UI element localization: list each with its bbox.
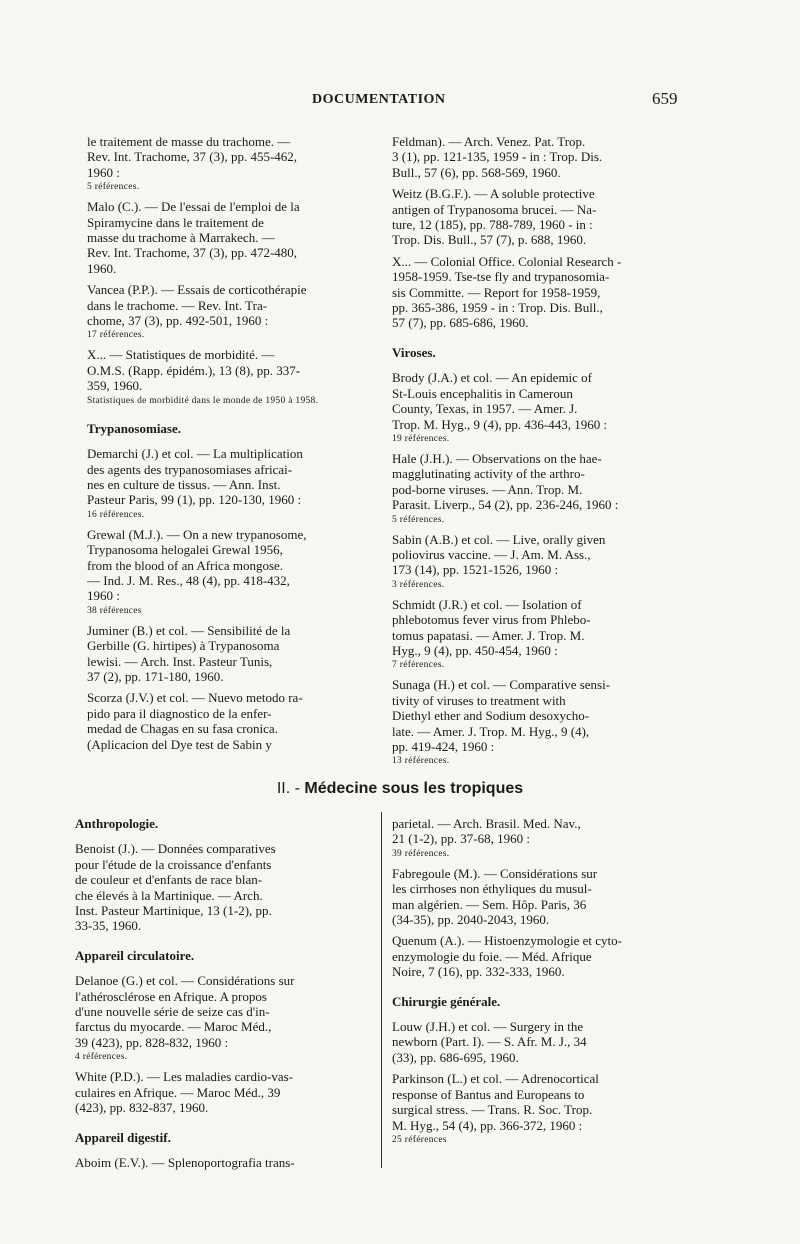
entry-line: County, Texas, in 1957. — Amer. J. <box>392 401 578 417</box>
part-title <box>0 780 800 798</box>
bibliography-entry <box>87 527 365 617</box>
entry-line: Feldman). — Arch. Venez. Pat. Trop. <box>392 134 586 149</box>
entry-line: Aboim (E.V.). — Splenoportografia trans- <box>75 1154 295 1170</box>
entry-line: from the blood of an Africa mongose. <box>87 557 284 573</box>
entry-line: dans le trachome. — Rev. Int. Tra- <box>87 297 268 313</box>
entry-line: antigen of Trypanosoma brucei. — Na- <box>392 201 597 217</box>
entry-line: Sunaga (H.) et col. — Comparative sensi- <box>392 677 611 693</box>
entry-line: phlebotomus fever virus from Phlebo- <box>392 612 591 628</box>
column-top-right <box>392 134 686 773</box>
column-divider <box>381 812 382 1168</box>
entry-line: (33), pp. 686-695, 1960. <box>392 1049 519 1065</box>
bibliography-entry <box>75 841 369 933</box>
entry-line: X... — Colonial Office. Colonial Research - <box>392 253 622 269</box>
entry-line: Rev. Int. Trachome, 37 (3), pp. 472-480, <box>87 245 298 261</box>
entry-line: newborn (Part. I). — S. Afr. M. J., 34 <box>392 1034 587 1050</box>
reference-count: 38 références <box>87 605 142 616</box>
entry-line: — Ind. J. M. Res., 48 (4), pp. 418-432, <box>87 572 290 588</box>
entry-line: pour l'étude de la croissance d'enfants <box>75 856 272 872</box>
entry-line: Inst. Pasteur Martinique, 13 (1-2), pp. <box>75 903 272 919</box>
entry-line: 33-35, 1960. <box>75 918 142 934</box>
entry-line: magglutinating activity of the arthro- <box>392 466 585 482</box>
bibliography-entry <box>392 933 686 979</box>
bibliography-entry <box>75 1069 369 1115</box>
entry-line: Spiramycine dans le traitement de <box>87 214 264 230</box>
reference-count: 17 références. <box>87 330 145 341</box>
entry-line: response of Bantus and Europeans to <box>392 1086 585 1102</box>
reference-count: 5 références. <box>392 514 445 525</box>
entry-line: pp. 419-424, 1960 : <box>392 739 495 754</box>
bibliography-entry <box>392 1071 686 1146</box>
entry-line: d'une nouvelle série de seize cas d'in- <box>75 1004 270 1020</box>
entry-line: 21 (1-2), pp. 37-68, 1960 : <box>392 831 530 847</box>
entry-line: Demarchi (J.) et col. — La multiplication <box>87 446 303 462</box>
entry-line: (423), pp. 832-837, 1960. <box>75 1100 209 1116</box>
section-heading: Viroses. <box>392 344 436 360</box>
entry-line: O.M.S. (Rapp. épidém.), 13 (8), pp. 337- <box>87 362 301 378</box>
bibliography-entry <box>392 186 686 248</box>
bibliography-entry <box>392 816 686 860</box>
entry-line: St-Louis encephalitis in Cameroun <box>392 385 573 401</box>
bibliography-entry <box>87 446 365 521</box>
entry-line: poliovirus vaccine. — J. Am. M. Ass., <box>392 546 591 562</box>
entry-line: Juminer (B.) et col. — Sensibilité de la <box>87 622 291 638</box>
entry-line: farctus du myocarde. — Maroc Méd., <box>75 1019 272 1035</box>
entry-line: les cirrhoses non éthyliques du musul- <box>392 881 592 897</box>
entry-line: Trypanosoma helogalei Grewal 1956, <box>87 542 283 558</box>
entry-line: Pasteur Paris, 99 (1), pp. 120-130, 1960 : <box>87 492 302 508</box>
entry-line: sis Committe. — Report for 1958-1959, <box>392 284 601 300</box>
entry-line: Schmidt (J.R.) et col. — Isolation of <box>392 596 582 612</box>
entry-line: Hyg., 9 (4), pp. 450-454, 1960 : <box>392 642 558 658</box>
part-title-text: Médecine sous les tropiques <box>304 780 524 797</box>
bibliography-entry <box>87 623 365 685</box>
section-heading: Appareil digestif. <box>75 1129 171 1145</box>
entry-line: Quenum (A.). — Histoenzymologie et cyto- <box>392 933 622 949</box>
entry-line: pido para il diagnostico de la enfer- <box>87 705 272 721</box>
entry-line: (34-35), pp. 2040-2043, 1960. <box>392 912 550 928</box>
running-head-title: DOCUMENTATION <box>312 92 446 107</box>
reference-count: 3 références. <box>392 579 445 590</box>
section-heading: Appareil circulatoire. <box>75 947 195 963</box>
entry-line: late. — Amer. J. Trop. M. Hyg., 9 (4), <box>392 723 590 739</box>
entry-line: (Aplicacion del Dye test de Sabin y <box>87 736 272 752</box>
entry-line: Delanoe (G.) et col. — Considérations sur <box>75 973 295 989</box>
entry-line: culaires en Afrique. — Maroc Méd., 39 <box>75 1084 281 1100</box>
entry-line: Bull., 57 (6), pp. 568-569, 1960. <box>392 164 561 180</box>
entry-line: Parasit. Liverp., 54 (2), pp. 236-246, 1960 : <box>392 497 619 513</box>
entry-line: des agents des trypanosomiases africai- <box>87 461 293 477</box>
reference-count: 7 références. <box>392 660 445 671</box>
bibliography-entry <box>87 282 365 341</box>
entry-line: masse du trachome à Marrakech. — <box>87 230 275 246</box>
entry-line: nes en culture de tissus. — Ann. Inst. <box>87 476 281 492</box>
entry-line: 1958-1959. Tse-tse fly and trypanosomia- <box>392 269 610 285</box>
entry-line: le traitement de masse du trachome. — <box>87 134 291 149</box>
column-bottom-right <box>392 816 686 1152</box>
entry-line: Scorza (J.V.) et col. — Nuevo metodo ra- <box>87 690 303 706</box>
column-bottom-left <box>75 816 369 1176</box>
entry-line: M. Hyg., 54 (4), pp. 366-372, 1960 : <box>392 1117 583 1133</box>
entry-line: X... — Statistiques de morbidité. — <box>87 347 275 363</box>
part-number: II. - <box>276 780 300 797</box>
reference-count: 5 références. <box>87 182 140 193</box>
bibliography-entry <box>87 134 365 193</box>
bibliography-entry <box>75 1155 369 1170</box>
bibliography-entry <box>392 677 686 767</box>
section-heading: Chirurgie générale. <box>392 993 501 1009</box>
reference-count: 13 références. <box>392 756 450 767</box>
entry-line: White (P.D.). — Les maladies cardio-vas- <box>75 1069 294 1085</box>
entry-line: enzymologie du foie. — Méd. Afrique <box>392 948 592 964</box>
bibliography-entry <box>87 690 365 752</box>
entry-line: Sabin (A.B.) et col. — Live, orally given <box>392 531 606 547</box>
entry-line: 359, 1960. <box>87 378 143 394</box>
entry-line: Grewal (M.J.). — On a new trypanosome, <box>87 526 307 542</box>
reference-count: Statistiques de morbidité dans le monde de 1950 à 1958. <box>87 395 319 406</box>
entry-line: Trop. M. Hyg., 9 (4), pp. 436-443, 1960 : <box>392 416 608 432</box>
entry-line: che élevés à la Martinique. — Arch. <box>75 887 263 903</box>
reference-count: 39 références. <box>392 848 450 859</box>
entry-line: 39 (423), pp. 828-832, 1960 : <box>75 1034 229 1050</box>
entry-line: 1960 : <box>87 164 120 180</box>
bibliography-entry <box>392 370 686 445</box>
bibliography-entry <box>392 1019 686 1065</box>
reference-count: 16 références. <box>87 509 145 520</box>
entry-line: 57 (7), pp. 685-686, 1960. <box>392 315 529 331</box>
entry-line: l'athérosclérose en Afrique. A propos <box>75 988 267 1004</box>
entry-line: 1960. <box>87 260 117 276</box>
entry-line: 1960 : <box>87 588 120 604</box>
section-heading: Trypanosomiase. <box>87 420 182 436</box>
reference-count: 19 références. <box>392 433 450 444</box>
entry-line: 173 (14), pp. 1521-1526, 1960 : <box>392 562 559 578</box>
bibliography-entry <box>87 199 365 276</box>
bibliography-entry <box>392 451 686 526</box>
bibliography-entry <box>75 973 369 1063</box>
entry-line: Malo (C.). — De l'essai de l'emploi de la <box>87 199 300 215</box>
entry-line: pod-borne viruses. — Ann. Trop. M. <box>392 481 583 497</box>
entry-line: tomus papatasi. — Amer. J. Trop. M. <box>392 627 585 643</box>
entry-line: Rev. Int. Trachome, 37 (3), pp. 455-462, <box>87 149 298 165</box>
page-number: 659 <box>652 89 678 108</box>
entry-line: 3 (1), pp. 121-135, 1959 - in : Trop. Dis. <box>392 149 603 165</box>
entry-line: ture, 12 (185), pp. 788-789, 1960 - in : <box>392 217 593 233</box>
bibliography-entry <box>392 254 686 331</box>
bibliography-entry <box>392 866 686 928</box>
entry-line: medad de Chagas en su fasa cronica. <box>87 721 278 737</box>
bibliography-entry <box>392 134 686 180</box>
entry-line: lewisi. — Arch. Inst. Pasteur Tunis, <box>87 653 273 669</box>
bibliography-entry <box>87 347 365 406</box>
reference-count: 4 références. <box>75 1052 128 1063</box>
entry-line: Parkinson (L.) et col. — Adrenocortical <box>392 1071 599 1087</box>
entry-line: Brody (J.A.) et col. — An epidemic of <box>392 370 593 386</box>
entry-line: pp. 365-386, 1959 - in : Trop. Dis. Bull., <box>392 300 603 316</box>
entry-line: chome, 37 (3), pp. 492-501, 1960 : <box>87 313 269 329</box>
entry-line: Gerbille (G. hirtipes) à Trypanosoma <box>87 638 280 654</box>
entry-line: Noire, 7 (16), pp. 332-333, 1960. <box>392 964 565 980</box>
bibliography-entry <box>392 597 686 672</box>
reference-count: 25 références <box>392 1134 447 1145</box>
entry-line: Trop. Dis. Bull., 57 (7), p. 688, 1960. <box>392 232 587 248</box>
entry-line: man algérien. — Sem. Hôp. Paris, 36 <box>392 896 587 912</box>
entry-line: 37 (2), pp. 171-180, 1960. <box>87 668 224 684</box>
running-head <box>0 89 800 112</box>
bibliography-entry <box>392 532 686 591</box>
entry-line: Vancea (P.P.). — Essais de corticothérapie <box>87 282 307 298</box>
entry-line: tivity of viruses to treatment with <box>392 692 566 708</box>
column-top-left <box>87 134 365 758</box>
entry-line: Benoist (J.). — Données comparatives <box>75 841 276 857</box>
entry-line: de couleur et d'enfants de race blan- <box>75 872 263 888</box>
entry-line: Fabregoule (M.). — Considérations sur <box>392 865 598 881</box>
entry-line: parietal. — Arch. Brasil. Med. Nav., <box>392 816 581 831</box>
entry-line: Weitz (B.G.F.). — A soluble protective <box>392 186 595 202</box>
section-heading: Anthropologie. <box>75 816 159 831</box>
entry-line: Hale (J.H.). — Observations on the hae- <box>392 450 602 466</box>
entry-line: surgical stress. — Trans. R. Soc. Trop. <box>392 1102 593 1118</box>
entry-line: Louw (J.H.) et col. — Surgery in the <box>392 1019 584 1035</box>
entry-line: Diethyl ether and Sodium desoxycho- <box>392 708 590 724</box>
